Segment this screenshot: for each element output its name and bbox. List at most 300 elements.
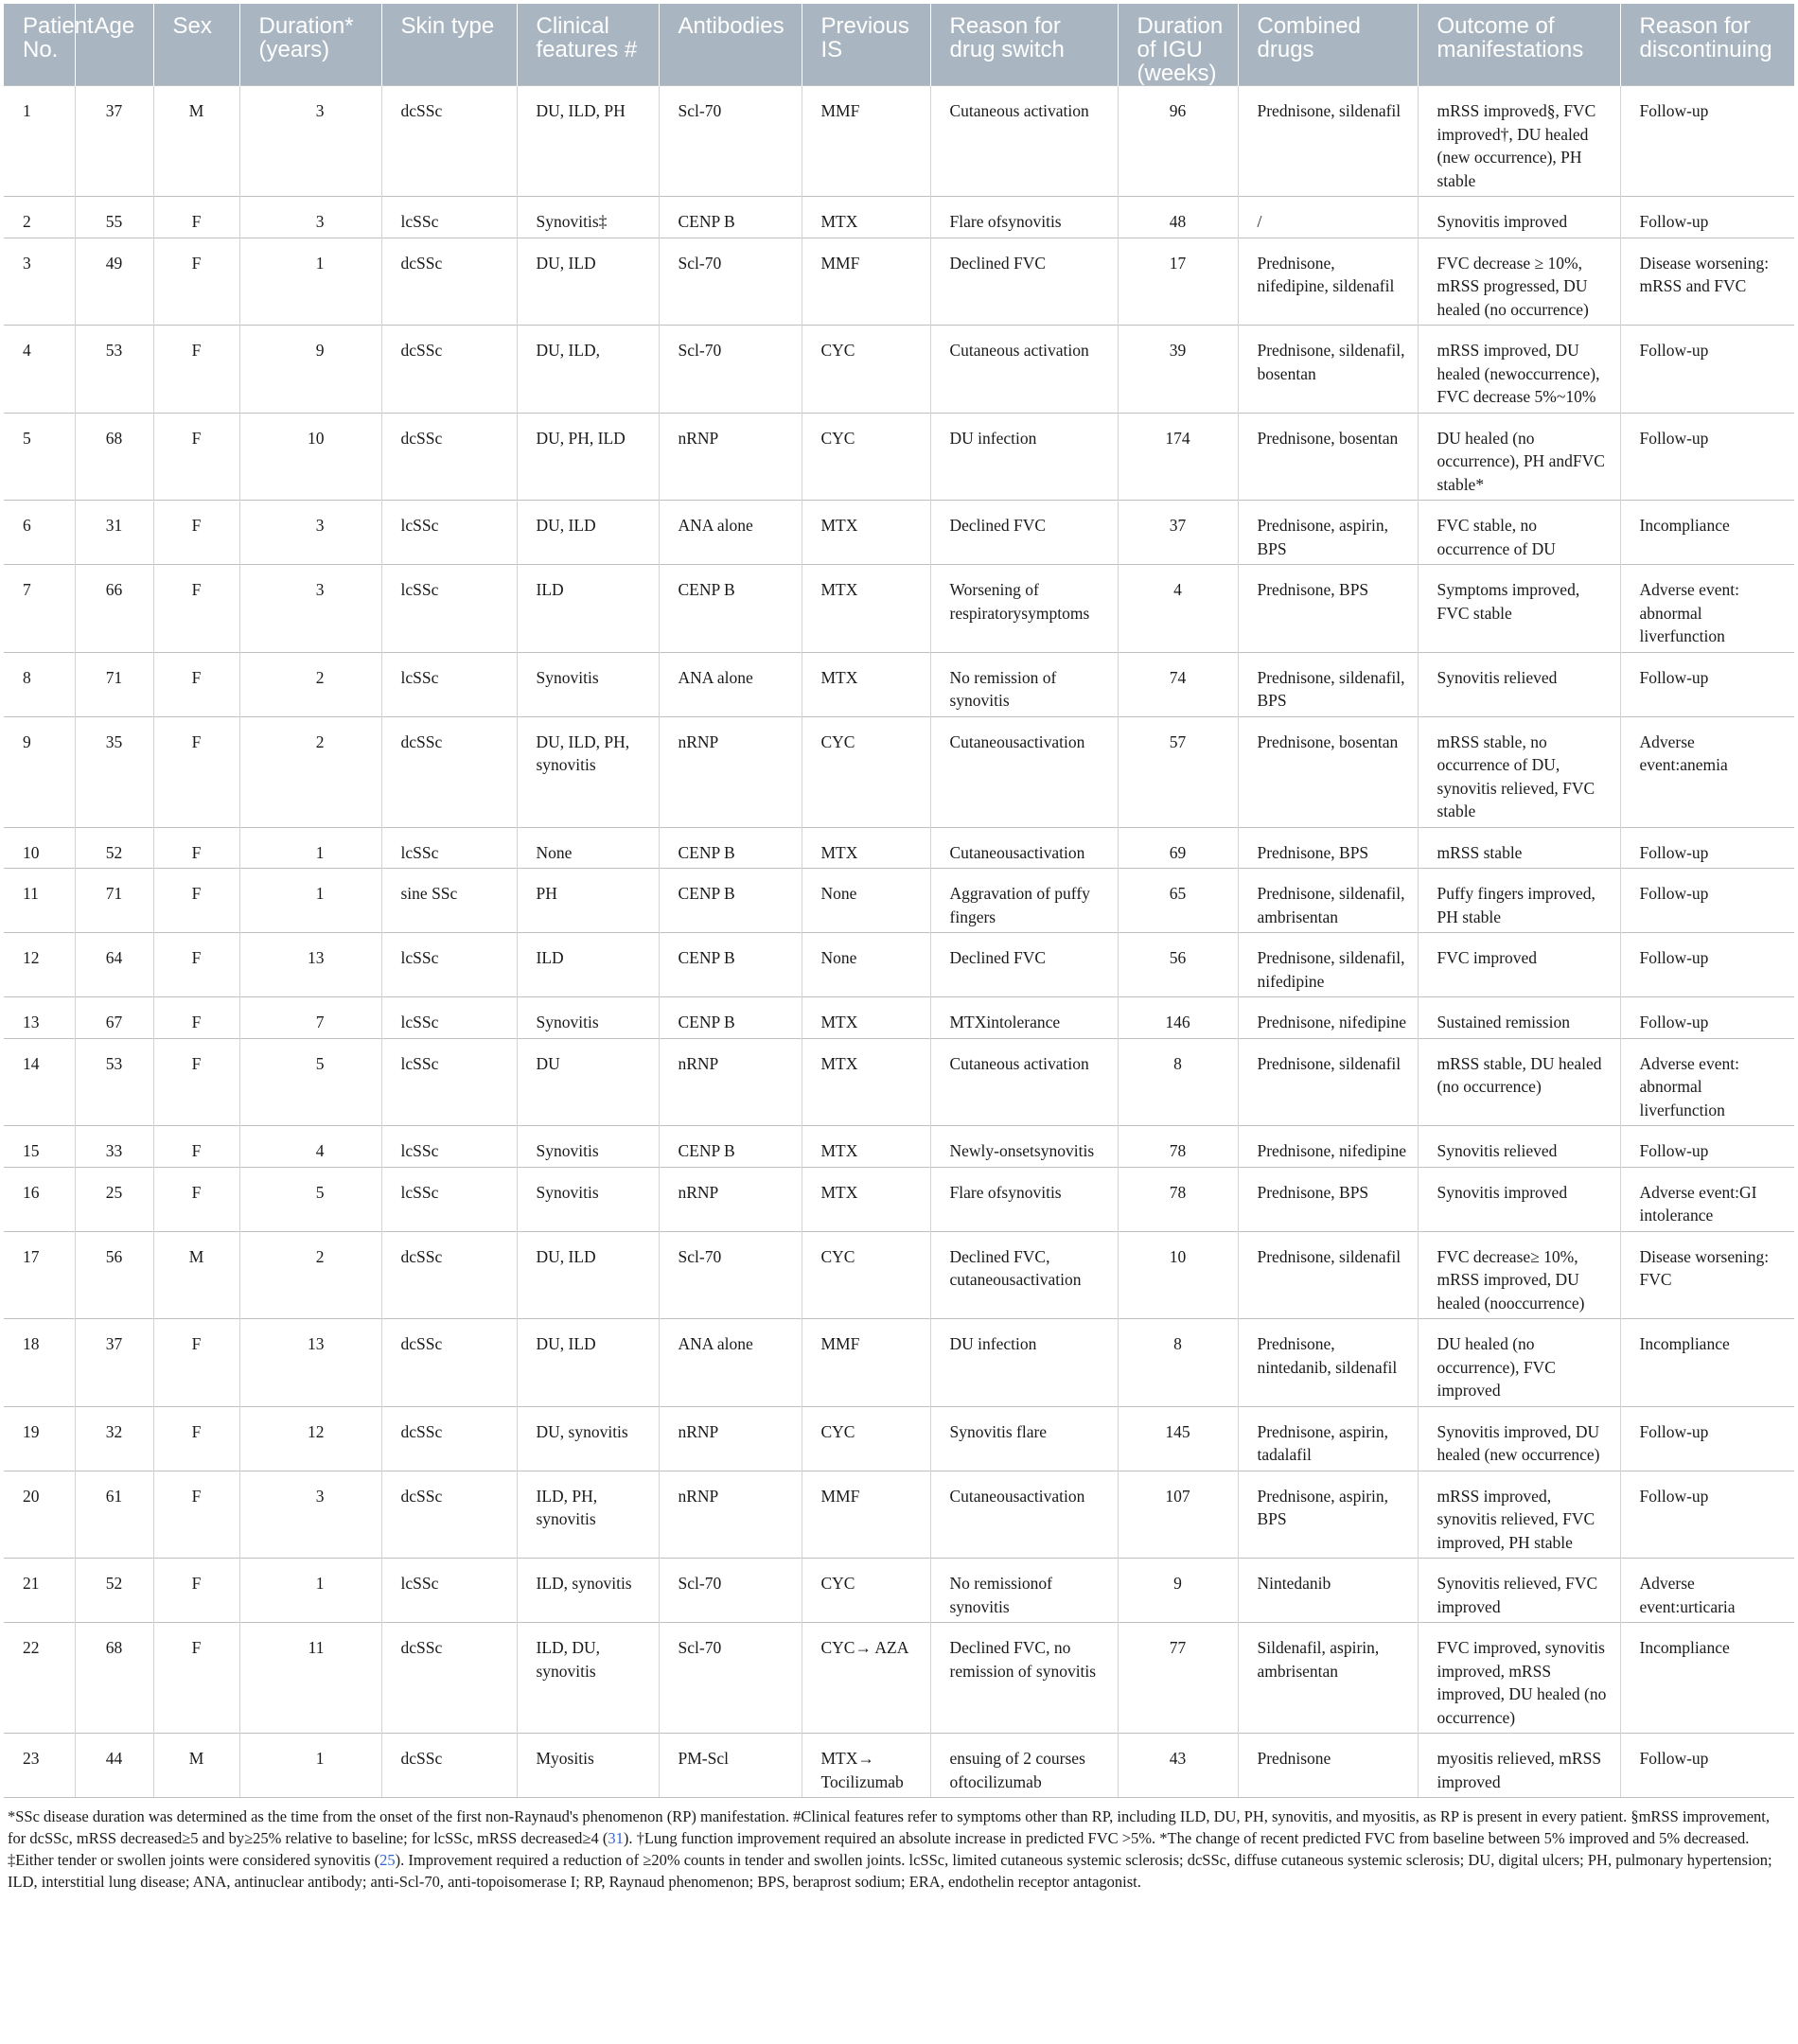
table-cell: FVC decrease ≥ 10%, mRSS progressed, DU healed (no occurrence) [1418, 238, 1620, 326]
table-cell: 56 [75, 1231, 153, 1319]
table-cell: Prednisone, sildenafil, ambrisentan [1238, 869, 1418, 933]
citation-link-31[interactable]: 31 [608, 1829, 624, 1847]
table-cell: 39 [1118, 326, 1238, 414]
table-cell: 17 [1118, 238, 1238, 326]
table-cell: 57 [1118, 716, 1238, 827]
table-cell: Sildenafil, aspirin, ambrisentan [1238, 1623, 1418, 1734]
table-row [4, 652, 1794, 716]
table-cell: 55 [75, 197, 153, 238]
table-cell: 37 [75, 1319, 153, 1407]
table-cell: dcSSc [381, 716, 517, 827]
table-row [4, 869, 1794, 933]
table-cell: MTXintolerance [930, 997, 1118, 1039]
table-cell: lcSSc [381, 1038, 517, 1126]
table-cell: ILD [517, 565, 659, 653]
table-cell: CENP B [659, 197, 802, 238]
table-cell: dcSSc [381, 1319, 517, 1407]
table-cell: M [153, 1734, 239, 1798]
table-cell: 2 [239, 716, 381, 827]
table-cell: myositis relieved, mRSS improved [1418, 1734, 1620, 1798]
table-cell: 10 [1118, 1231, 1238, 1319]
table-cell: None [802, 933, 930, 997]
table-cell: 1 [239, 1734, 381, 1798]
table-cell: DU [517, 1038, 659, 1126]
table-cell: CENP B [659, 997, 802, 1039]
table-cell: Aggravation of puffy fingers [930, 869, 1118, 933]
table-cell: Synovitis flare [930, 1406, 1118, 1471]
column-header: Patient No. [4, 4, 75, 86]
table-cell: 35 [75, 716, 153, 827]
table-cell: F [153, 1167, 239, 1231]
table-cell: Scl-70 [659, 1559, 802, 1623]
table-cell: lcSSc [381, 197, 517, 238]
table-cell: 25 [75, 1167, 153, 1231]
table-cell: DU infection [930, 413, 1118, 501]
table-cell: MTX [802, 1167, 930, 1231]
table-cell: mRSS improved§, FVC improved†, DU healed (new occurrence), PH stable [1418, 86, 1620, 197]
table-cell: Cutaneousactivation [930, 716, 1118, 827]
table-cell: dcSSc [381, 238, 517, 326]
table-cell: 16 [4, 1167, 75, 1231]
table-cell: Adverse event:anemia [1620, 716, 1794, 827]
table-cell: 8 [4, 652, 75, 716]
table-cell: CENP B [659, 1126, 802, 1168]
table-cell: Cutaneous activation [930, 326, 1118, 414]
table-cell: 107 [1118, 1471, 1238, 1559]
table-cell: 78 [1118, 1126, 1238, 1168]
table-cell: lcSSc [381, 933, 517, 997]
table-cell: lcSSc [381, 1126, 517, 1168]
table-cell: CYC [802, 326, 930, 414]
table-cell: FVC decrease≥ 10%, mRSS improved, DU healed (nooccurrence) [1418, 1231, 1620, 1319]
table-cell: CYC [802, 413, 930, 501]
table-cell: dcSSc [381, 1471, 517, 1559]
table-cell: 69 [1118, 827, 1238, 869]
table-row [4, 997, 1794, 1039]
table-cell: 146 [1118, 997, 1238, 1039]
table-cell: 66 [75, 565, 153, 653]
table-cell: F [153, 1471, 239, 1559]
table-cell: Flare ofsynovitis [930, 1167, 1118, 1231]
table-cell: F [153, 1319, 239, 1407]
table-cell: DU, ILD [517, 1319, 659, 1407]
table-cell: No remissionof synovitis [930, 1559, 1118, 1623]
table-cell: nRNP [659, 716, 802, 827]
table-row [4, 565, 1794, 653]
table-cell: MMF [802, 1471, 930, 1559]
table-row [4, 1167, 1794, 1231]
table-cell: Adverse event: abnormal liverfunction [1620, 565, 1794, 653]
table-cell: 145 [1118, 1406, 1238, 1471]
table-cell: 52 [75, 1559, 153, 1623]
table-cell: lcSSc [381, 997, 517, 1039]
table-cell: dcSSc [381, 1231, 517, 1319]
table-cell: 44 [75, 1734, 153, 1798]
table-cell: MTX→ Tocilizumab [802, 1734, 930, 1798]
table-cell: 9 [1118, 1559, 1238, 1623]
table-row [4, 933, 1794, 997]
table-cell: MMF [802, 86, 930, 197]
table-cell: 9 [4, 716, 75, 827]
table-row [4, 1559, 1794, 1623]
table-cell: 7 [239, 997, 381, 1039]
table-cell: DU, ILD [517, 1231, 659, 1319]
table-cell: F [153, 197, 239, 238]
table-cell: Incompliance [1620, 1319, 1794, 1407]
table-cell: Follow-up [1620, 1471, 1794, 1559]
table-cell: Prednisone, BPS [1238, 565, 1418, 653]
table-cell: FVC improved, synovitis improved, mRSS improved, DU healed (no occurrence) [1418, 1623, 1620, 1734]
table-row [4, 1231, 1794, 1319]
table-cell: 3 [239, 565, 381, 653]
table-row [4, 501, 1794, 565]
table-row [4, 326, 1794, 414]
column-header: Outcome of manifestations [1418, 4, 1620, 86]
table-cell: 56 [1118, 933, 1238, 997]
table-cell: Prednisone, aspirin, tadalafil [1238, 1406, 1418, 1471]
table-cell: 68 [75, 1623, 153, 1734]
table-cell: 14 [4, 1038, 75, 1126]
table-cell: Follow-up [1620, 413, 1794, 501]
table-cell: 1 [4, 86, 75, 197]
table-row [4, 1734, 1794, 1798]
table-cell: 5 [239, 1167, 381, 1231]
table-cell: Prednisone, aspirin, BPS [1238, 1471, 1418, 1559]
table-cell: 61 [75, 1471, 153, 1559]
table-cell: Cutaneous activation [930, 86, 1118, 197]
table-cell: DU, ILD [517, 238, 659, 326]
table-cell: nRNP [659, 1038, 802, 1126]
table-cell: nRNP [659, 1471, 802, 1559]
table-cell: dcSSc [381, 86, 517, 197]
table-cell: CYC→ AZA [802, 1623, 930, 1734]
table-cell: Incompliance [1620, 501, 1794, 565]
table-cell: 12 [239, 1406, 381, 1471]
table-cell: Newly-onsetsynovitis [930, 1126, 1118, 1168]
table-cell: 49 [75, 238, 153, 326]
table-cell: Flare ofsynovitis [930, 197, 1118, 238]
table-cell: 15 [4, 1126, 75, 1168]
table-cell: Cutaneousactivation [930, 827, 1118, 869]
table-cell: mRSS stable, no occurrence of DU, synovitis relieved, FVC stable [1418, 716, 1620, 827]
table-cell: Incompliance [1620, 1623, 1794, 1734]
table-cell: 9 [239, 326, 381, 414]
table-cell: Declined FVC [930, 238, 1118, 326]
table-row [4, 1471, 1794, 1559]
table-cell: Declined FVC [930, 501, 1118, 565]
table-cell: dcSSc [381, 326, 517, 414]
table-cell: Prednisone, sildenafil, BPS [1238, 652, 1418, 716]
table-cell: F [153, 413, 239, 501]
table-cell: Scl-70 [659, 1231, 802, 1319]
table-cell: mRSS stable [1418, 827, 1620, 869]
table-cell: lcSSc [381, 501, 517, 565]
table-cell: Synovitis [517, 1167, 659, 1231]
table-cell: Prednisone [1238, 1734, 1418, 1798]
table-cell: nRNP [659, 1167, 802, 1231]
table-cell: 53 [75, 1038, 153, 1126]
table-header-row [4, 4, 1794, 86]
table-cell: Scl-70 [659, 1623, 802, 1734]
table-cell: Follow-up [1620, 326, 1794, 414]
table-cell: Follow-up [1620, 827, 1794, 869]
table-cell: DU, PH, ILD [517, 413, 659, 501]
table-cell: 71 [75, 652, 153, 716]
table-cell: 3 [239, 86, 381, 197]
table-cell: 20 [4, 1471, 75, 1559]
table-cell: DU, ILD [517, 501, 659, 565]
table-cell: None [517, 827, 659, 869]
table-body [4, 86, 1794, 1798]
table-cell: F [153, 652, 239, 716]
table-cell: 53 [75, 326, 153, 414]
table-cell: 13 [239, 1319, 381, 1407]
table-cell: mRSS improved, DU healed (newoccurrence), FVC decrease 5%~10% [1418, 326, 1620, 414]
table-cell: F [153, 1623, 239, 1734]
table-cell: DU, ILD, PH [517, 86, 659, 197]
table-cell: Synovitis [517, 1126, 659, 1168]
table-cell: 4 [4, 326, 75, 414]
column-header: Previous IS [802, 4, 930, 86]
table-cell: Puffy fingers improved, PH stable [1418, 869, 1620, 933]
table-cell: FVC improved [1418, 933, 1620, 997]
table-row [4, 827, 1794, 869]
table-cell: CYC [802, 1559, 930, 1623]
table-cell: Adverse event:urticaria [1620, 1559, 1794, 1623]
table-cell: Prednisone, nintedanib, sildenafil [1238, 1319, 1418, 1407]
table-cell: CYC [802, 1231, 930, 1319]
table-cell: 3 [4, 238, 75, 326]
table-cell: Prednisone, nifedipine [1238, 997, 1418, 1039]
table-cell: 1 [239, 827, 381, 869]
column-header: Combined drugs [1238, 4, 1418, 86]
table-cell: Worsening of respiratorysymptoms [930, 565, 1118, 653]
table-cell: DU, ILD, PH, synovitis [517, 716, 659, 827]
table-cell: MTX [802, 501, 930, 565]
table-cell: Synovitis relieved [1418, 1126, 1620, 1168]
table-row [4, 1038, 1794, 1126]
table-cell: MTX [802, 565, 930, 653]
table-cell: 3 [239, 1471, 381, 1559]
table-cell: 96 [1118, 86, 1238, 197]
table-cell: nRNP [659, 1406, 802, 1471]
table-cell: Prednisone, bosentan [1238, 716, 1418, 827]
table-cell: Follow-up [1620, 869, 1794, 933]
table-row [4, 413, 1794, 501]
table-cell: Disease worsening: FVC [1620, 1231, 1794, 1319]
table-row [4, 1319, 1794, 1407]
table-row [4, 716, 1794, 827]
column-header: Sex [153, 4, 239, 86]
table-cell: Follow-up [1620, 652, 1794, 716]
table-cell: MTX [802, 1126, 930, 1168]
table-cell: 78 [1118, 1167, 1238, 1231]
table-cell: 52 [75, 827, 153, 869]
table-cell: MTX [802, 827, 930, 869]
table-cell: 21 [4, 1559, 75, 1623]
table-cell: Follow-up [1620, 197, 1794, 238]
citation-link-25[interactable]: 25 [379, 1851, 396, 1869]
table-cell: ILD, DU, synovitis [517, 1623, 659, 1734]
table-cell: sine SSc [381, 869, 517, 933]
table-cell: ILD [517, 933, 659, 997]
table-cell: 48 [1118, 197, 1238, 238]
table-cell: Scl-70 [659, 86, 802, 197]
table-cell: Synovitis improved, DU healed (new occurrence) [1418, 1406, 1620, 1471]
table-cell: ANA alone [659, 652, 802, 716]
table-cell: DU infection [930, 1319, 1118, 1407]
table-cell: Prednisone, bosentan [1238, 413, 1418, 501]
table-cell: 3 [239, 197, 381, 238]
table-cell: Follow-up [1620, 997, 1794, 1039]
table-cell: lcSSc [381, 565, 517, 653]
table-cell: M [153, 1231, 239, 1319]
table-cell: Synovitis improved [1418, 197, 1620, 238]
table-cell: 22 [4, 1623, 75, 1734]
table-cell: F [153, 869, 239, 933]
table-cell: F [153, 1559, 239, 1623]
table-cell: 4 [239, 1126, 381, 1168]
table-cell: F [153, 716, 239, 827]
table-row [4, 1126, 1794, 1168]
table-cell: 11 [239, 1623, 381, 1734]
table-cell: nRNP [659, 413, 802, 501]
table-cell: Follow-up [1620, 1734, 1794, 1798]
table-cell: 2 [4, 197, 75, 238]
table-cell: Synovitis [517, 652, 659, 716]
table-cell: 2 [239, 1231, 381, 1319]
table-cell: Synovitis relieved [1418, 652, 1620, 716]
column-header: Reason for discontinuing [1620, 4, 1794, 86]
table-cell: PH [517, 869, 659, 933]
table-cell: F [153, 501, 239, 565]
table-cell: ILD, synovitis [517, 1559, 659, 1623]
table-cell: CYC [802, 1406, 930, 1471]
table-cell: Declined FVC, cutaneousactivation [930, 1231, 1118, 1319]
table-cell: FVC stable, no occurrence of DU [1418, 501, 1620, 565]
column-header: Reason for drug switch [930, 4, 1118, 86]
table-cell: MTX [802, 197, 930, 238]
footnote-text-1: *SSc disease duration was determined as the time from the onset of the first non-Raynaud's phenomenon (RP) manifestation. #Clinical features refer to symptoms other than RP, including ILD, DU, PH, synovitis, and myositis, as RP is present in every patient. §mRSS improvement, for dcSSc, mRSS decreased≥5 and by≥25% relative to baseline; for lcSSc, mRSS decreased≥4 ( [8, 1807, 1770, 1847]
table-cell: 68 [75, 413, 153, 501]
column-header: Age [75, 4, 153, 86]
table-cell: 13 [239, 933, 381, 997]
footnote-text-3: ). Improvement required a reduction of ≥20% counts in tender and swollen joints. lcSSc, limited cutaneous systemic sclerosis; dcSSc, diffuse cutaneous systemic sclerosis; DU, digital ulcers; PH, pulmonary hypertension; ILD, interstitial lung disease; ANA, antinuclear antibody; anti-Scl-70, anti-topoisomerase I; RP, Raynaud phenomenon; BPS, beraprost sodium; ERA, endothelin receptor antagonist. [8, 1851, 1772, 1891]
table-footnote [4, 1798, 1794, 1893]
table-cell: Prednisone, sildenafil [1238, 86, 1418, 197]
table-cell: Prednisone, aspirin, BPS [1238, 501, 1418, 565]
table-cell: MTX [802, 997, 930, 1039]
table-cell: Disease worsening: mRSS and FVC [1620, 238, 1794, 326]
table-cell: lcSSc [381, 1559, 517, 1623]
table-cell: F [153, 1406, 239, 1471]
table-cell: 10 [239, 413, 381, 501]
table-cell: F [153, 1126, 239, 1168]
table-cell: 6 [4, 501, 75, 565]
table-cell: CENP B [659, 933, 802, 997]
table-cell: Prednisone, sildenafil [1238, 1231, 1418, 1319]
table-cell: ILD, PH, synovitis [517, 1471, 659, 1559]
table-cell: Cutaneousactivation [930, 1471, 1118, 1559]
table-cell: F [153, 1038, 239, 1126]
table-cell: DU healed (no occurrence), PH andFVC stable* [1418, 413, 1620, 501]
table-cell: ensuing of 2 courses oftocilizumab [930, 1734, 1118, 1798]
table-cell: Synovitis‡ [517, 197, 659, 238]
table-cell: / [1238, 197, 1418, 238]
table-cell: 4 [1118, 565, 1238, 653]
table-cell: 10 [4, 827, 75, 869]
table-cell: 12 [4, 933, 75, 997]
table-cell: Adverse event:GI intolerance [1620, 1167, 1794, 1231]
table-cell: M [153, 86, 239, 197]
table-cell: Adverse event: abnormal liverfunction [1620, 1038, 1794, 1126]
table-cell: F [153, 238, 239, 326]
table-cell: 13 [4, 997, 75, 1039]
table-cell: DU, synovitis [517, 1406, 659, 1471]
table-cell: Follow-up [1620, 1406, 1794, 1471]
table-cell: 3 [239, 501, 381, 565]
table-cell: 8 [1118, 1319, 1238, 1407]
table-cell: Prednisone, BPS [1238, 1167, 1418, 1231]
table-cell: CENP B [659, 827, 802, 869]
table-cell: 2 [239, 652, 381, 716]
table-cell: Prednisone, sildenafil, bosentan [1238, 326, 1418, 414]
table-cell: dcSSc [381, 1406, 517, 1471]
table-cell: 31 [75, 501, 153, 565]
table-cell: mRSS stable, DU healed (no occurrence) [1418, 1038, 1620, 1126]
table-cell: F [153, 326, 239, 414]
table-cell: Symptoms improved, FVC stable [1418, 565, 1620, 653]
table-cell: 5 [239, 1038, 381, 1126]
table-cell: No remission of synovitis [930, 652, 1118, 716]
table-row [4, 197, 1794, 238]
table-cell: 23 [4, 1734, 75, 1798]
table-cell: 74 [1118, 652, 1238, 716]
table-cell: F [153, 933, 239, 997]
table-cell: Declined FVC [930, 933, 1118, 997]
table-cell: 19 [4, 1406, 75, 1471]
table-cell: Prednisone, nifedipine [1238, 1126, 1418, 1168]
table-cell: ANA alone [659, 1319, 802, 1407]
table-cell: Prednisone, nifedipine, sildenafil [1238, 238, 1418, 326]
column-header: Clinical features # [517, 4, 659, 86]
table-cell: Follow-up [1620, 933, 1794, 997]
table-cell: 18 [4, 1319, 75, 1407]
table-cell: MMF [802, 1319, 930, 1407]
table-cell: Synovitis [517, 997, 659, 1039]
table-cell: Follow-up [1620, 86, 1794, 197]
table-cell: lcSSc [381, 827, 517, 869]
table-cell: Follow-up [1620, 1126, 1794, 1168]
column-header: Skin type [381, 4, 517, 86]
table-cell: 1 [239, 1559, 381, 1623]
table-cell: F [153, 565, 239, 653]
table-cell: CENP B [659, 565, 802, 653]
table-cell: 37 [1118, 501, 1238, 565]
table-row [4, 1623, 1794, 1734]
table-cell: Scl-70 [659, 238, 802, 326]
table-cell: Prednisone, sildenafil, nifedipine [1238, 933, 1418, 997]
table-cell: 8 [1118, 1038, 1238, 1126]
table-cell: DU, ILD, [517, 326, 659, 414]
document [4, 4, 1794, 1893]
table-row [4, 86, 1794, 197]
table-cell: ANA alone [659, 501, 802, 565]
table-cell: Cutaneous activation [930, 1038, 1118, 1126]
table-cell: 65 [1118, 869, 1238, 933]
table-cell: F [153, 997, 239, 1039]
table-cell: 33 [75, 1126, 153, 1168]
